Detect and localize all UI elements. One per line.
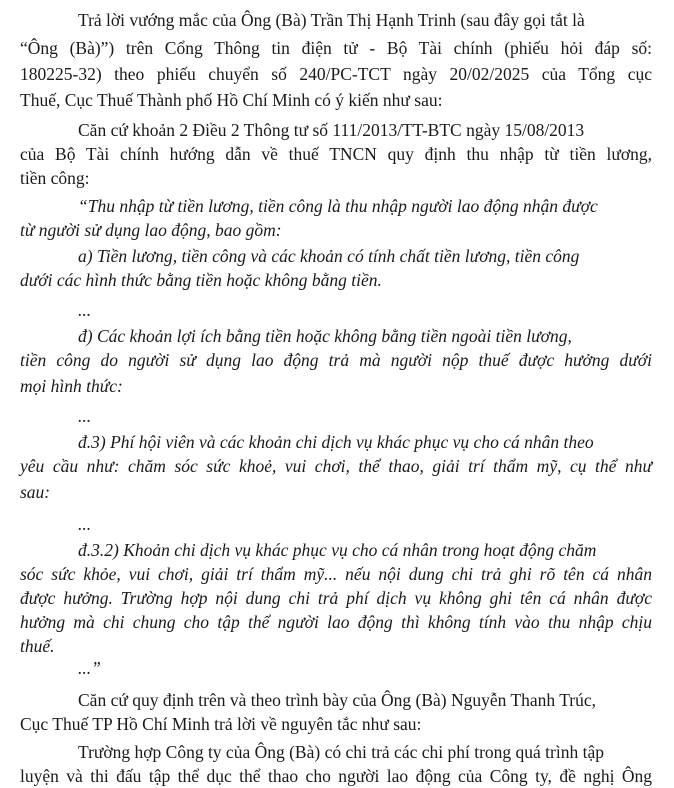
quote-item-d3-line-3: sau: (20, 482, 51, 502)
intro-line-2: “Ông (Bà)”) trên Cổng Thông tin điện tử - Bộ Tài chính (phiếu hỏi đáp số: (20, 38, 652, 58)
quote-item-d3-line-2: yêu cầu như: chăm sóc sức khoẻ, vui chơi, thể thao, giải trí thẩm mỹ, cụ thể như (20, 456, 652, 476)
case-line-2: luyện và thi đấu tập thể dục thể thao cho người lao động của Công ty, đề nghị Ông (20, 766, 652, 786)
conclusion-line-2: Cục Thuế TP Hồ Chí Minh trả lời về nguyên tắc như sau: (20, 714, 422, 734)
quote-item-d32-line-5: thuế. (20, 636, 55, 656)
intro-line-1: Trả lời vướng mắc của Ông (Bà) Trần Thị Hạnh Trinh (sau đây gọi tắt là (78, 10, 585, 30)
quote-definition-line-2: từ người sử dụng lao động, bao gồm: (20, 220, 282, 240)
ellipsis-3: ... (78, 514, 92, 534)
quote-item-a-line-2: dưới các hình thức bằng tiền hoặc không bằng tiền. (20, 270, 382, 290)
quote-item-d32-line-4: hưởng mà chi chung cho tập thể người lao động thì không tính vào thu nhập chịu (20, 612, 652, 632)
quote-item-d-line-3: mọi hình thức: (20, 376, 123, 396)
quote-item-d32-line-3: được hưởng. Trường hợp nội dung chi trả phí dịch vụ không ghi tên cá nhân được (20, 588, 652, 608)
quote-item-d3-line-1: đ.3) Phí hội viên và các khoản chi dịch vụ khác phục vụ cho cá nhân theo (78, 432, 594, 452)
intro-line-3: 180225-32) theo phiếu chuyển số 240/PC-TCT ngày 20/02/2025 của Tổng cục (20, 64, 652, 84)
ellipsis-1: ... (78, 300, 92, 320)
quote-item-a-line-1: a) Tiền lương, tiền công và các khoản có tính chất tiền lương, tiền công (78, 246, 580, 266)
quote-item-d32-line-2: sóc sức khỏe, vui chơi, giải trí thẩm mỹ... nếu nội dung chi trả ghi rõ tên cá nhân (20, 564, 652, 584)
ellipsis-closing: ...” (78, 658, 101, 678)
ellipsis-2: ... (78, 406, 92, 426)
quote-definition-line-1: “Thu nhập từ tiền lương, tiền công là thu nhập người lao động nhận được (78, 196, 598, 216)
quote-item-d32-line-1: đ.3.2) Khoản chi dịch vụ khác phục vụ cho cá nhân trong hoạt động chăm (78, 540, 597, 560)
case-line-1: Trường hợp Công ty của Ông (Bà) có chi trả các chi phí trong quá trình tập (78, 742, 604, 762)
conclusion-line-1: Căn cứ quy định trên và theo trình bày của Ông (Bà) Nguyễn Thanh Trúc, (78, 690, 597, 710)
intro-line-4: Thuế, Cục Thuế Thành phố Hồ Chí Minh có ý kiến như sau: (20, 90, 443, 110)
quote-item-d-line-1: đ) Các khoản lợi ích bằng tiền hoặc không bằng tiền ngoài tiền lương, (78, 326, 572, 346)
legal-basis-line-2: của Bộ Tài chính hướng dẫn về thuế TNCN quy định thu nhập từ tiền lương, (20, 144, 652, 164)
quote-item-d-line-2: tiền công do người sử dụng lao động trả mà người nộp thuế được hưởng dưới (20, 350, 652, 370)
legal-basis-line-3: tiền công: (20, 168, 90, 188)
legal-basis-line-1: Căn cứ khoản 2 Điều 2 Thông tư số 111/2013/TT-BTC ngày 15/08/2013 (78, 120, 585, 140)
